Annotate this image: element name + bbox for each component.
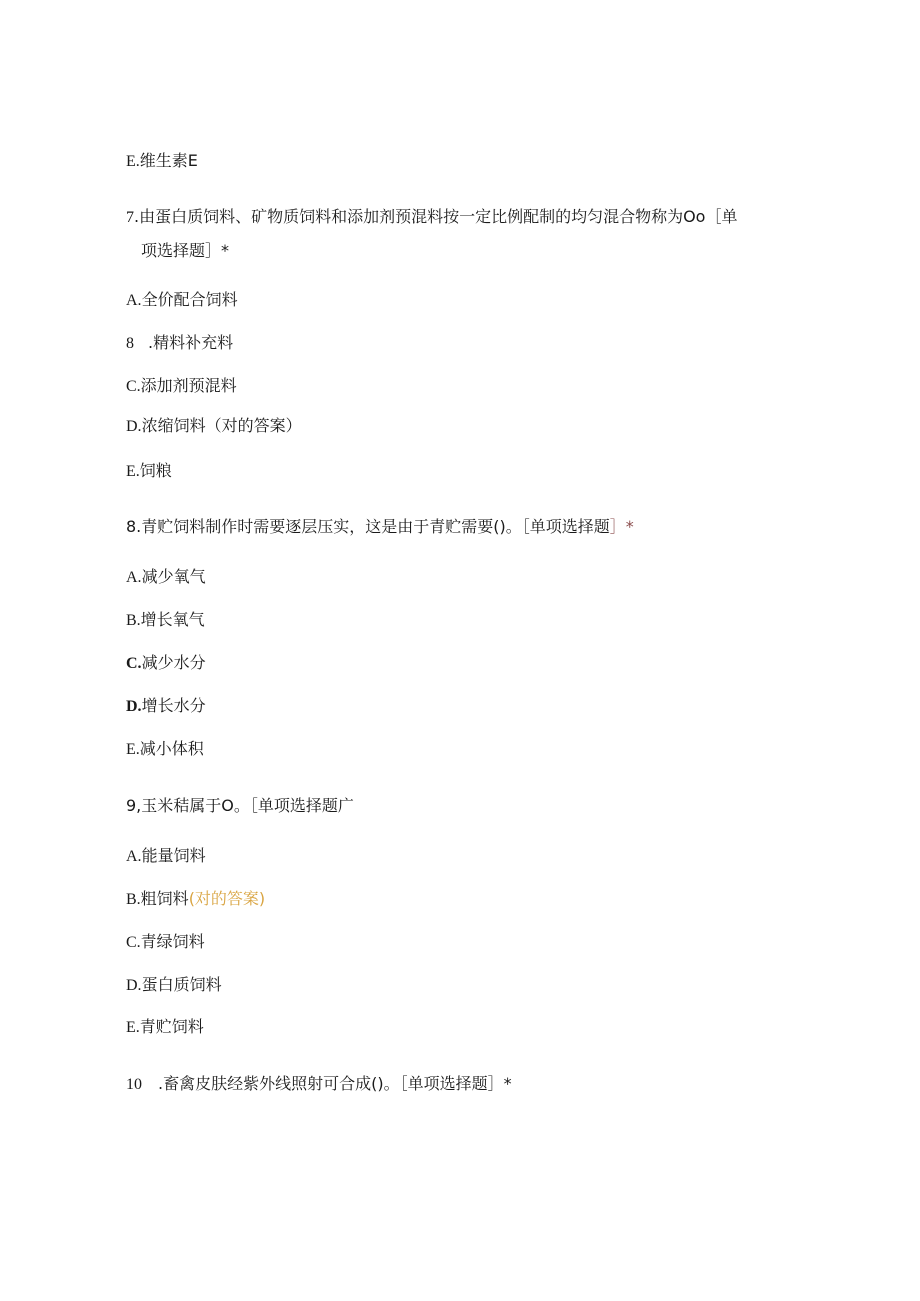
q8-option-b-label: B. — [126, 612, 141, 629]
q8-option-a-label: A. — [126, 569, 142, 586]
q8-stem — [126, 517, 634, 537]
q8-stem-tail: ］* — [609, 517, 634, 536]
q7-option-e-label: E. — [126, 463, 140, 480]
q7-number: 7 — [126, 209, 134, 226]
q7-option-a-label: A. — [126, 292, 142, 309]
q9-option-b-text: 粗饲料 — [140, 889, 189, 908]
q6-option-e-text: 维生素E — [139, 151, 198, 170]
q9-option-a-label: A. — [126, 848, 142, 865]
q9-option-e-text: 青贮饲料 — [139, 1017, 204, 1036]
q9-option-b — [126, 889, 265, 910]
q9-option-d — [126, 975, 222, 996]
q9-option-e-label: E. — [126, 1019, 140, 1036]
q8-option-c-text: 减少水分 — [141, 653, 206, 672]
q7-option-d-label: D. — [126, 418, 142, 435]
q9-option-c — [126, 932, 205, 953]
q8-option-e — [126, 739, 204, 760]
q9-option-b-label: B. — [126, 891, 141, 908]
q8-option-b — [126, 610, 205, 631]
q7-option-d — [126, 416, 302, 437]
q9-option-e — [126, 1017, 204, 1038]
q8-option-c — [126, 653, 206, 674]
q7-option-b-text: .精料补充料 — [148, 333, 234, 352]
q9-stem: 9,玉米秸属于O。［单项选择题广 — [126, 796, 354, 815]
q7-option-a — [126, 290, 238, 311]
q7-option-c-label: C. — [126, 378, 141, 395]
q7-option-c — [126, 376, 237, 397]
q9-correct-answer-note: (对的答案) — [188, 889, 266, 908]
q8-option-e-label: E. — [126, 741, 140, 758]
q7-option-e — [126, 461, 172, 482]
q6-option-e-label: E. — [126, 153, 140, 170]
q10-number: 10 — [126, 1076, 142, 1093]
q10-stem — [126, 1074, 512, 1095]
q8-option-c-label: C. — [126, 655, 142, 672]
q7-option-b — [126, 333, 233, 354]
q8-option-d — [126, 696, 206, 717]
q8-option-a — [126, 567, 206, 588]
q8-option-a-text: 减少氧气 — [141, 567, 206, 586]
q7-option-a-text: 全价配合饲料 — [141, 290, 238, 309]
q8-option-d-text: 增长水分 — [141, 696, 206, 715]
q7-stem-line2: 项选择题］* — [141, 241, 230, 260]
q9-option-d-text: 蛋白质饲料 — [141, 975, 222, 994]
q7-option-b-label: 8 — [126, 335, 134, 352]
q8-option-d-label: D. — [126, 698, 142, 715]
q9-option-c-label: C. — [126, 934, 141, 951]
q7-option-c-text: 添加剂预混料 — [140, 376, 237, 395]
q7-stem-line1 — [126, 207, 737, 228]
q8-stem-text: 8.青贮饲料制作时需要逐层压实，这是由于青贮需要()。［单项选择题 — [126, 517, 610, 536]
q10-stem-text: .畜禽皮肤经紫外线照射可合成()。［单项选择题］* — [158, 1074, 512, 1093]
q7-option-e-text: 饲粮 — [139, 461, 172, 480]
q9-option-a-text: 能量饲料 — [141, 846, 206, 865]
q9-option-c-text: 青绿饲料 — [140, 932, 205, 951]
q8-option-b-text: 增长氧气 — [140, 610, 205, 629]
q7-stem-text: .由蛋白质饲料、矿物质饲料和添加剂预混料按一定比例配制的均匀混合物称为Oo［单 — [134, 207, 738, 226]
q9-option-d-label: D. — [126, 977, 142, 994]
q8-option-e-text: 减小体积 — [139, 739, 204, 758]
q7-option-d-text: 浓缩饲料（对的答案） — [141, 416, 302, 435]
q6-option-e — [126, 151, 198, 172]
q9-option-a — [126, 846, 206, 867]
